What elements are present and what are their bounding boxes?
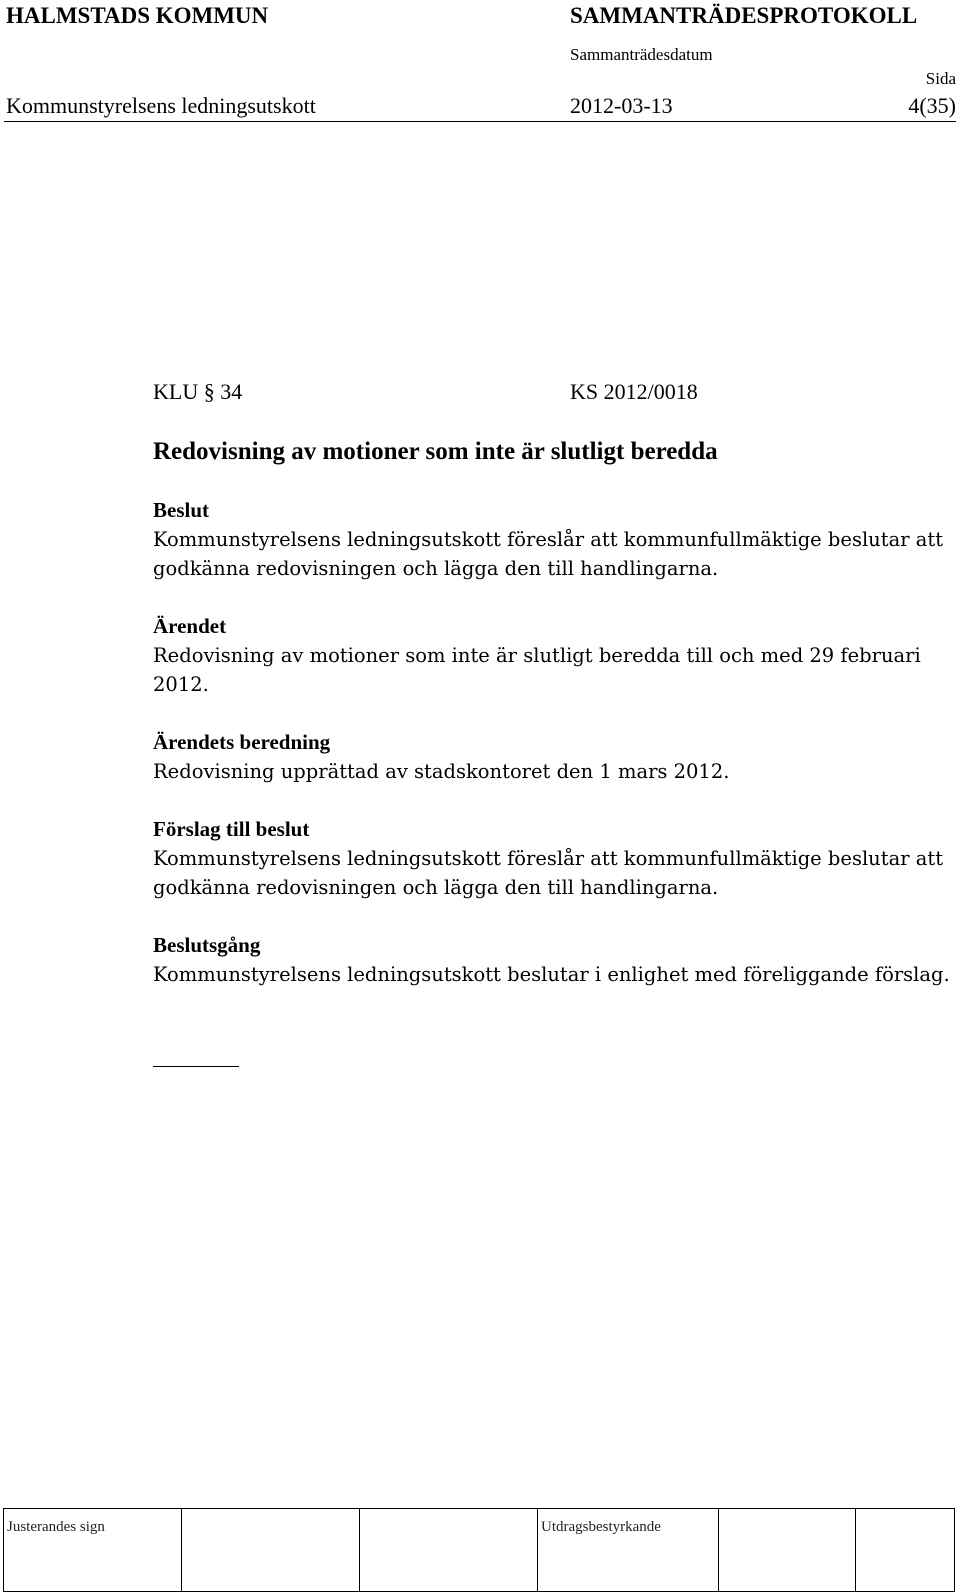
- signers-label: Justerandes sign: [7, 1519, 105, 1535]
- section-text: Redovisning av motioner som inte är slutligt beredda till och med 29 februari 2012.: [153, 644, 921, 696]
- signature-cell-label: [4, 1509, 182, 1591]
- page-label: Sida: [925, 69, 956, 88]
- section-text: Redovisning upprättad av stadskontoret den 1 mars 2012.: [153, 760, 730, 783]
- paragraph-number: KLU § 34: [153, 379, 243, 404]
- section-heading: Förslag till beslut: [153, 817, 310, 841]
- extract-certification-label: Utdragsbestyrkande: [541, 1519, 661, 1535]
- section-arendets-beredning: [153, 728, 953, 786]
- signature-table: [3, 1508, 955, 1592]
- header-divider: [4, 121, 956, 122]
- section-beslut: [153, 496, 953, 583]
- committee-name: Kommunstyrelsens ledningsutskott: [6, 93, 316, 118]
- section-text: Kommunstyrelsens ledningsutskott beslutar i enlighet med föreliggande förslag.: [153, 963, 950, 986]
- meeting-date: 2012-03-13: [570, 93, 673, 118]
- diary-number: KS 2012/0018: [570, 379, 698, 404]
- section-heading: Ärendets beredning: [153, 730, 331, 754]
- document-type: SAMMANTRÄDESPROTOKOLL: [570, 3, 918, 28]
- signature-cell: [856, 1509, 954, 1591]
- section-beslutsgang: [153, 931, 953, 989]
- section-heading: Beslut: [153, 498, 210, 522]
- section-arendet: [153, 612, 953, 699]
- page-number: 4(35): [908, 93, 956, 118]
- signature-cell: [360, 1509, 538, 1591]
- section-heading: Beslutsgång: [153, 933, 261, 957]
- section-heading: Ärendet: [153, 614, 227, 638]
- signature-cell-extract: [538, 1509, 719, 1591]
- section-text: Kommunstyrelsens ledningsutskott föreslår att kommunfullmäktige beslutar att godkänna redovisningen och lägga den till handlingarna.: [153, 847, 944, 899]
- signature-cell: [182, 1509, 360, 1591]
- organization-name: HALMSTADS KOMMUN: [6, 3, 269, 28]
- section-end-rule: [153, 1066, 239, 1067]
- meeting-date-label: Sammanträdesdatum: [570, 45, 713, 64]
- case-title: Redovisning av motioner som inte är slutligt beredda: [153, 438, 718, 465]
- signature-cell: [719, 1509, 856, 1591]
- section-text: Kommunstyrelsens ledningsutskott föreslår att kommunfullmäktige beslutar att godkänna redovisningen och lägga den till handlingarna.: [153, 528, 944, 580]
- section-forslag-till-beslut: [153, 815, 953, 902]
